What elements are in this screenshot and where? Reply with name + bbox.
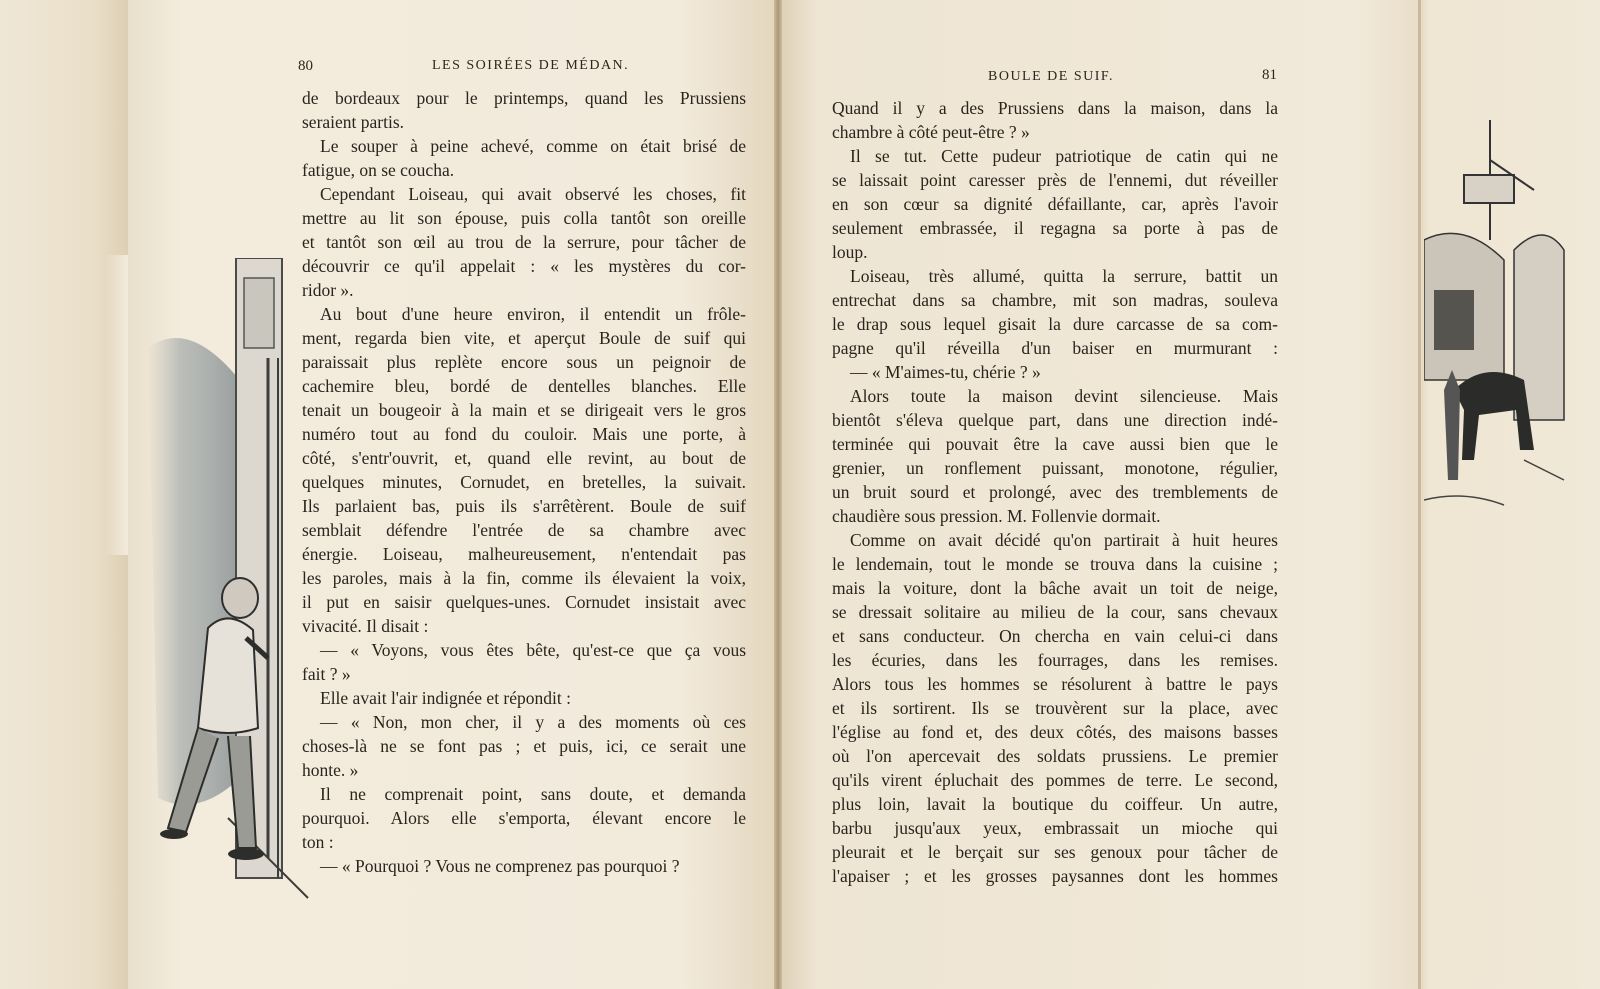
- text-line: de bordeaux pour le printemps, quand les Prussiens: [302, 88, 746, 108]
- text-line: tenait un bougeoir à la main et se dirigeait vers le gros: [302, 400, 746, 420]
- text-line: — « Pourquoi ? Vous ne comprenez pas pourquoi ?: [320, 856, 680, 876]
- text-line: ton :: [302, 832, 334, 852]
- text-line: Au bout d'une heure environ, il entendit un frôle-: [320, 304, 746, 324]
- text-line: loup.: [832, 242, 868, 262]
- text-line: Elle avait l'air indignée et répondit :: [320, 688, 571, 708]
- text-line: paraissait plus replète encore sous un peignoir de: [302, 352, 746, 372]
- text-line: et ils sortirent. Ils se trouvèrent sur la place, avec: [832, 698, 1278, 718]
- text-line: quelques minutes, Cornudet, en bretelles, la suivait.: [302, 472, 746, 492]
- left-paper-edge: [0, 0, 132, 989]
- text-line: se dressait solitaire au milieu de la cour, sans chevaux: [832, 602, 1278, 622]
- left-running-head: LES SOIRÉES DE MÉDAN.: [432, 58, 630, 73]
- text-line: mais la voiture, dont la bâche avait un toit de neige,: [832, 578, 1278, 598]
- text-line: Comme on avait décidé qu'on partirait à huit heures: [850, 530, 1278, 550]
- text-line: le drap sous lequel gisait la dure carcasse de sa com-: [832, 314, 1278, 334]
- right-running-head: BOULE DE SUIF.: [988, 69, 1115, 84]
- book-gutter: [774, 0, 782, 989]
- left-page-number: 80: [298, 58, 313, 74]
- text-line: se laissait point caresser près de l'ennemi, dut réveiller: [832, 170, 1278, 190]
- text-line: l'apaiser ; et les grosses paysannes dont les hommes: [832, 866, 1278, 886]
- text-line: où l'on apercevait des soldats prussiens. Le premier: [832, 746, 1278, 766]
- text-line: Cependant Loiseau, qui avait observé les choses, fit: [320, 184, 746, 204]
- text-line: Alors toute la maison devint silencieuse. Mais: [850, 386, 1278, 406]
- text-line: pourquoi. Alors elle s'emporta, élevant encore le: [302, 808, 746, 828]
- left-page-text: [302, 86, 746, 878]
- right-page-text: [832, 96, 1278, 888]
- text-line: fait ? »: [302, 664, 351, 684]
- text-line: côté, s'entr'ouvrit, et, quand elle revint, au bout de: [302, 448, 746, 468]
- text-line: il put en saisir quelques-unes. Cornudet insistait avec: [302, 592, 746, 612]
- text-line: numéro tout au fond du couloir. Mais une porte, à: [302, 424, 746, 444]
- text-line: chaudière sous pression. M. Follenvie dormait.: [832, 506, 1161, 526]
- text-line: Il se tut. Cette pudeur patriotique de catin qui ne: [850, 146, 1278, 166]
- text-line: entrechat dans sa chambre, mit son madras, souleva: [832, 290, 1278, 310]
- text-line: seulement embrassée, il regagna sa porte à pas de: [832, 218, 1278, 238]
- text-line: — « M'aimes-tu, chérie ? »: [850, 362, 1041, 382]
- text-line: découvrir ce qu'il appelait : « les mystères du cor-: [302, 256, 746, 276]
- text-line: qu'ils virent épluchait des pommes de terre. Le second,: [832, 770, 1278, 790]
- text-line: et tantôt son œil au trou de la serrure, pour tâcher de: [302, 232, 746, 252]
- text-line: honte. »: [302, 760, 359, 780]
- text-line: Alors tous les hommes se résolurent à battre le pays: [832, 674, 1278, 694]
- text-line: les écuries, dans les fourrages, dans les remises.: [832, 650, 1278, 670]
- text-line: Loiseau, très allumé, quitta la serrure, battit un: [850, 266, 1278, 286]
- right-page-number: 81: [1262, 67, 1277, 83]
- text-line: semblait défendre l'entrée de sa chambre avec: [302, 520, 746, 540]
- inn-courtyard-illustration: [1424, 120, 1584, 550]
- text-line: grenier, un ronflement puissant, monotone, régulier,: [832, 458, 1278, 478]
- text-line: ridor ».: [302, 280, 354, 300]
- text-line: barbu jusqu'aux yeux, embrassait un mioche qui: [832, 818, 1278, 838]
- text-line: — « Voyons, vous êtes bête, qu'est-ce que ça vous: [320, 640, 746, 660]
- text-line: énergie. Loiseau, malheureusement, n'entendait pas: [302, 544, 746, 564]
- man-at-door-illustration: [128, 258, 328, 918]
- text-line: pagne qu'il réveilla d'un baiser en murmurant :: [832, 338, 1278, 358]
- text-line: bientôt s'éleva quelque part, dans une direction indé-: [832, 410, 1278, 430]
- text-line: choses-là ne se font pas ; et puis, ici, ce serait une: [302, 736, 746, 756]
- text-line: un bruit sourd et prolongé, avec des tremblements de: [832, 482, 1278, 502]
- text-line: — « Non, mon cher, il y a des moments où ces: [320, 712, 746, 732]
- text-line: les paroles, mais à la fin, comme ils élevaient la voix,: [302, 568, 746, 588]
- text-line: chambre à côté peut-être ? »: [832, 122, 1030, 142]
- text-line: et sans conducteur. On chercha en vain celui-ci dans: [832, 626, 1278, 646]
- text-line: le lendemain, tout le monde se trouva dans la cuisine ;: [832, 554, 1278, 574]
- text-line: vivacité. Il disait :: [302, 616, 429, 636]
- text-line: Il ne comprenait point, sans doute, et demanda: [320, 784, 746, 804]
- text-line: mettre au lit son épouse, puis colla tantôt son oreille: [302, 208, 746, 228]
- text-line: en son cœur sa dignité défaillante, car, après l'avoir: [832, 194, 1278, 214]
- text-line: plus loin, lavait la boutique du coiffeur. Un autre,: [832, 794, 1278, 814]
- text-line: Quand il y a des Prussiens dans la maison, dans la: [832, 98, 1278, 118]
- text-line: ment, regarda bien vite, et aperçut Boule de suif qui: [302, 328, 746, 348]
- text-line: seraient partis.: [302, 112, 405, 132]
- text-line: fatigue, on se coucha.: [302, 160, 455, 180]
- text-line: Le souper à peine achevé, comme on était brisé de: [320, 136, 746, 156]
- text-line: pleurait et le berçait sur ses genoux pour tâcher de: [832, 842, 1278, 862]
- text-line: cachemire bleu, bordé de dentelles blanches. Elle: [302, 376, 746, 396]
- text-line: l'église au fond et, des deux côtés, des maisons basses: [832, 722, 1278, 742]
- text-line: Ils parlaient bas, puis ils s'arrêtèrent. Boule de suif: [302, 496, 746, 516]
- text-line: terminée qui pouvait être la cave aussi bien que le: [832, 434, 1278, 454]
